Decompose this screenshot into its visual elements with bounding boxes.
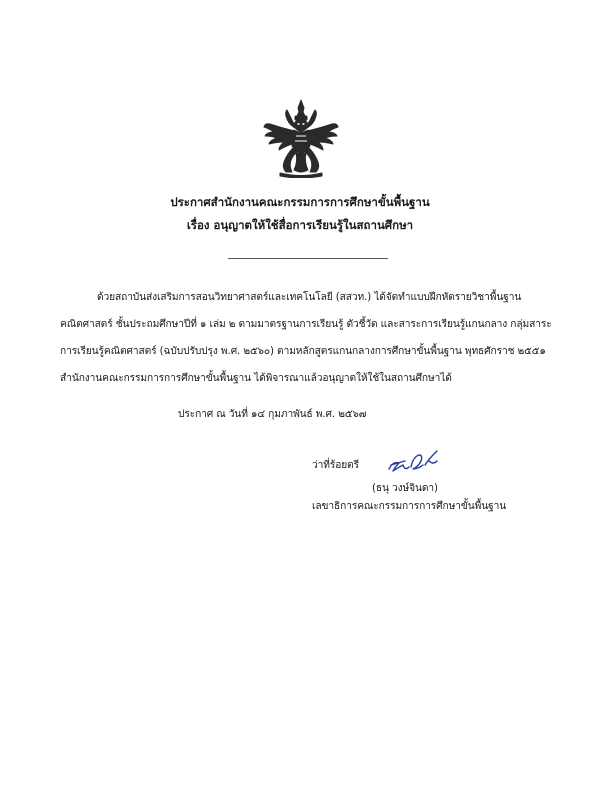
body-line-4: สำนักงานคณะกรรมการการศึกษาขั้นพื้นฐาน ได้พิจารณาแล้วอนุญาตให้ใช้ในสถานศึกษาได้ <box>60 373 452 384</box>
handwritten-signature-icon <box>385 447 445 477</box>
announcement-title: ประกาศสำนักงานคณะกรรมการการศึกษาขั้นพื้นฐาน <box>170 195 430 209</box>
signatory-name: (ธนุ วงษ์จินดา) <box>372 483 438 494</box>
body-line-2: คณิตศาสตร์ ชั้นประถมศึกษาปีที่ ๑ เล่ม ๒ ตามมาตรฐานการเรียนรู้ ตัวชี้วัด และสาระการเรียนรู้แกนกลาง กลุ่มสาระ <box>60 319 552 330</box>
announcement-date: ประกาศ ณ วันที่ ๑๔ กุมภาพันธ์ พ.ศ. ๒๕๖๗ <box>178 409 367 420</box>
title-divider <box>228 258 388 259</box>
body-line-3: การเรียนรู้คณิตศาสตร์ (ฉบับปรับปรุง พ.ศ. ๒๕๖๐) ตามหลักสูตรแกนกลางการศึกษาขั้นพื้นฐาน พุทธศักราช ๒๕๕๑ <box>60 346 546 357</box>
body-line-1: ด้วยสถาบันส่งเสริมการสอนวิทยาศาสตร์และเทคโนโลยี (สสวท.) ได้จัดทำแบบฝึกหัดรายวิชาพื้นฐาน <box>97 292 522 303</box>
signatory-position: เลขาธิการคณะกรรมการการศึกษาขั้นพื้นฐาน <box>312 501 507 512</box>
garuda-emblem-icon <box>262 98 340 178</box>
announcement-subject: เรื่อง อนุญาตให้ใช้สื่อการเรียนรู้ในสถานศึกษา <box>186 218 414 232</box>
signatory-rank: ว่าที่ร้อยตรี <box>312 460 360 471</box>
